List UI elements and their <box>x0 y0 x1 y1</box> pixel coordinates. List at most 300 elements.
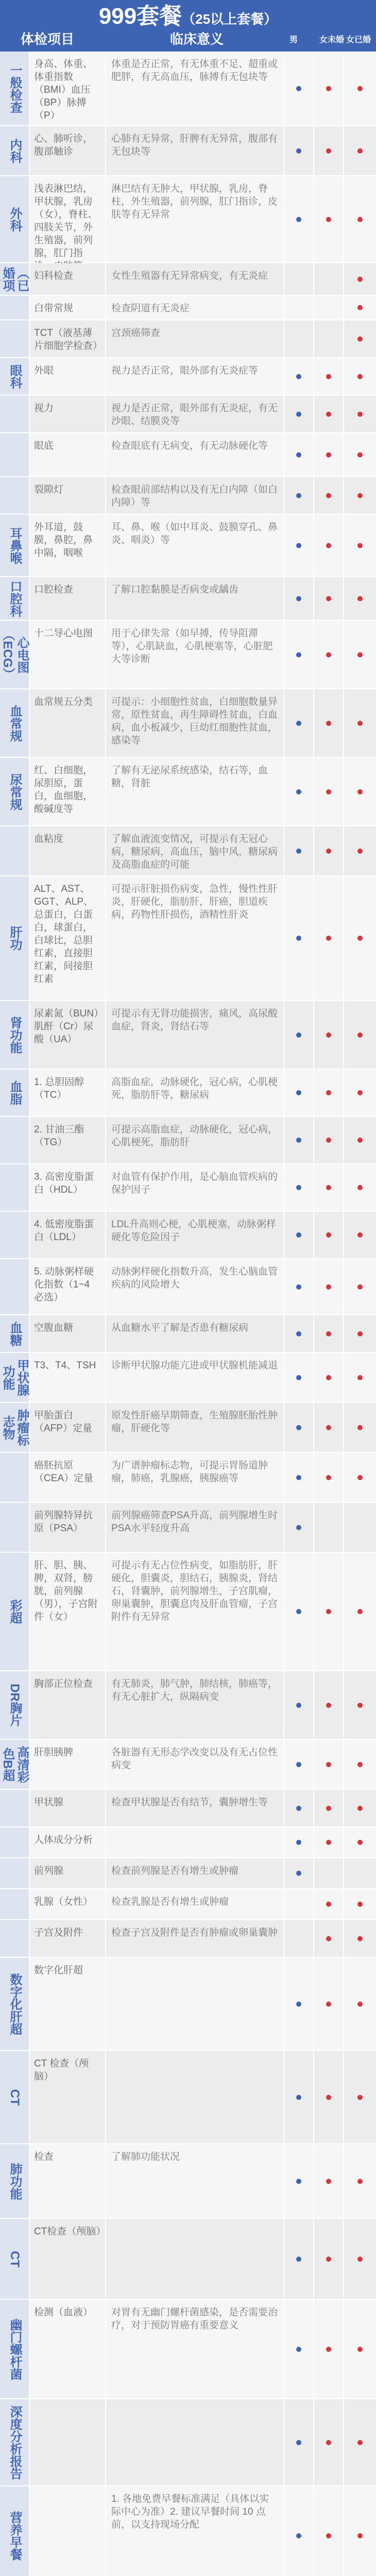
blue-dot-icon <box>296 2095 301 2100</box>
empty-dot-icon <box>296 1902 301 1907</box>
table-row <box>0 1503 376 1553</box>
applicability-cell-m <box>284 2219 314 2299</box>
applicability-cell-fm <box>344 1117 376 1163</box>
item-cell: 裂隙灯 <box>30 477 106 514</box>
item-cell: CT检查（颅脑） <box>30 2219 106 2299</box>
applicability-cell-m <box>284 1858 314 1888</box>
red-dot-icon <box>326 86 331 91</box>
blue-dot-icon <box>296 1806 301 1811</box>
table-row <box>0 2486 376 2576</box>
red-dot-icon <box>326 2533 331 2538</box>
item-cell: T3、T4、TSH <box>30 1353 106 1402</box>
applicability-cell-fm <box>344 126 376 175</box>
applicability-cell-fm <box>344 358 376 395</box>
item-cell: 乳腺（女性） <box>30 1889 106 1919</box>
item-cell: 红、白细胞，尿胆原，蛋白，血细胞，酸碱度等 <box>30 758 106 825</box>
red-dot-icon <box>357 1806 363 1811</box>
red-dot-icon <box>326 1090 331 1095</box>
applicability-cell-fm <box>344 2051 376 2143</box>
table-row <box>0 2219 376 2300</box>
blue-dot-icon <box>296 493 301 498</box>
red-dot-icon <box>357 1138 363 1143</box>
applicability-cell-fu <box>314 2486 344 2576</box>
table-row <box>0 2399 376 2486</box>
applicability-cell-fu <box>314 1353 344 1402</box>
meaning-cell: 女性生殖器有无异常病变，有无炎症 <box>106 263 284 295</box>
meaning-cell <box>106 1958 284 2050</box>
applicability-cell-m <box>284 296 314 319</box>
applicability-cell-m <box>284 689 314 757</box>
applicability-cell-m <box>284 433 314 476</box>
red-dot-icon <box>357 1090 363 1095</box>
meaning-cell: 视力是否正常，眼外部有无炎症等 <box>106 358 284 395</box>
applicability-cell-fm <box>344 1212 376 1258</box>
applicability-cell-m <box>284 1453 314 1502</box>
blue-dot-icon <box>296 1525 301 1530</box>
item-cell: 癌胚抗原（CEA）定量 <box>30 1453 106 1502</box>
meaning-cell: 可提示有无肾功能损害，痛风，高尿酸血症，肾炎，肾结石等 <box>106 1001 284 1069</box>
blue-dot-icon <box>296 2179 301 2184</box>
blue-dot-icon <box>296 1475 301 1480</box>
red-dot-icon <box>326 1609 331 1614</box>
red-dot-icon <box>357 2095 363 2100</box>
item-cell: ALT、AST、GGT、ALP、总蛋白，白蛋白，球蛋白，白球比，总胆红素，直接胆红素，间接胆红素 <box>30 876 106 1000</box>
empty-dot-icon <box>296 336 301 342</box>
applicability-cell-fm <box>344 2144 376 2218</box>
package-subtitle: （25以上套餐） <box>182 11 278 27</box>
category-cell <box>0 1920 30 1957</box>
category-cell: 一般检查 <box>0 52 30 125</box>
red-dot-icon <box>326 789 331 794</box>
applicability-cell-fm <box>344 1315 376 1352</box>
red-dot-icon <box>357 1902 363 1907</box>
applicability-cell-fu <box>314 758 344 825</box>
blue-dot-icon <box>296 2533 301 2538</box>
blue-dot-icon <box>296 1284 301 1290</box>
red-dot-icon <box>357 1284 363 1290</box>
blue-dot-icon <box>296 849 301 854</box>
red-dot-icon <box>326 1840 331 1845</box>
blue-dot-icon <box>296 1609 301 1614</box>
blue-dot-icon <box>296 543 301 548</box>
red-dot-icon <box>357 2440 363 2445</box>
empty-dot-icon <box>296 1936 301 1941</box>
category-cell <box>0 296 30 319</box>
red-dot-icon <box>357 849 363 854</box>
applicability-cell-m <box>284 2144 314 2218</box>
red-dot-icon <box>357 1703 363 1708</box>
applicability-cell-fu <box>314 689 344 757</box>
meaning-cell: 检查前列腺是否有增生或肿瘤 <box>106 1858 284 1888</box>
applicability-cell-fm <box>344 1858 376 1888</box>
category-cell <box>0 1453 30 1502</box>
red-dot-icon <box>326 721 331 726</box>
applicability-cell-fm <box>344 876 376 1000</box>
applicability-cell-m <box>284 176 314 262</box>
applicability-cell-m <box>284 1164 314 1211</box>
col-item-header: 体检项目 <box>21 31 75 47</box>
applicability-cell-fu <box>314 1453 344 1502</box>
meaning-cell: 用于心律失常（如早搏，传导阻滞等），心肌缺血，心肌梗塞等，心脏肥大等诊断 <box>106 621 284 688</box>
meaning-cell: 为广谱肿瘤标志物，可提示胃肠道肿瘤，肺癌，乳腺癌，胰腺癌等 <box>106 1453 284 1502</box>
item-cell: 2. 甘油三酯（TG） <box>30 1117 106 1163</box>
red-dot-icon <box>326 148 331 154</box>
empty-dot-icon <box>296 305 301 310</box>
table-row <box>0 621 376 689</box>
red-dot-icon <box>326 2002 331 2007</box>
table-row <box>0 689 376 758</box>
applicability-cell-fu <box>314 176 344 262</box>
applicability-cell-fm <box>344 1958 376 2050</box>
applicability-cell-m <box>284 1790 314 1826</box>
applicability-cell-fm <box>344 689 376 757</box>
applicability-cell-fm <box>344 2399 376 2485</box>
table-row <box>0 1212 376 1259</box>
item-cell: 检查 <box>30 2144 106 2218</box>
applicability-cell-fu <box>314 2300 344 2398</box>
category-cell <box>0 477 30 514</box>
applicability-cell-fm <box>344 176 376 262</box>
item-cell: 心、肺听诊，腹部触诊 <box>30 126 106 175</box>
applicability-cell-m <box>284 515 314 576</box>
meaning-cell: 1. 各地免费早餐标准满足（具体以实际中心为准）2. 建议早餐时间 10 点前，以支持现场分配 <box>106 2486 284 2576</box>
applicability-cell-m <box>284 320 314 357</box>
category-cell <box>0 433 30 476</box>
applicability-cell-m <box>284 477 314 514</box>
category-cell: 内科 <box>0 126 30 175</box>
meaning-cell: 检查子宫及附件是否有肿瘤或卵巢囊肿 <box>106 1920 284 1957</box>
red-dot-icon <box>357 2347 363 2352</box>
applicability-cell-fm <box>344 263 376 295</box>
applicability-cell-fm <box>344 2300 376 2398</box>
applicability-cell-m <box>284 1212 314 1258</box>
meaning-cell: 宫颈癌筛查 <box>106 320 284 357</box>
applicability-cell-fm <box>344 1920 376 1957</box>
empty-dot-icon <box>326 277 331 282</box>
table-row <box>0 296 376 320</box>
blue-dot-icon <box>296 1703 301 1708</box>
category-cell: 数字化肝超 <box>0 1958 30 2050</box>
meaning-cell: 可提示高脂血症，动脉硬化，冠心病，心肌梗死，脂肪肝 <box>106 1117 284 1163</box>
applicability-cell-fu <box>314 1117 344 1163</box>
table-row <box>0 1671 376 1740</box>
table-row <box>0 263 376 296</box>
applicability-cell-m <box>284 1353 314 1402</box>
item-cell: 视力 <box>30 396 106 432</box>
item-cell: 尿素氮（BUN）肌酐（Cr）尿酸（UA） <box>30 1001 106 1069</box>
red-dot-icon <box>357 1936 363 1941</box>
table-row <box>0 1790 376 1827</box>
applicability-cell-fm <box>344 433 376 476</box>
red-dot-icon <box>326 2095 331 2100</box>
applicability-cell-fu <box>314 2051 344 2143</box>
red-dot-icon <box>357 148 363 154</box>
meaning-cell: 可提示：小细胞性贫血，白细胞数量异常，原性贫血，再生障碍性贫血，白血病，血小板减少，巨幼红细胞性贫血，感染等 <box>106 689 284 757</box>
red-dot-icon <box>326 543 331 548</box>
applicability-cell-fm <box>344 1353 376 1402</box>
blue-dot-icon <box>296 789 301 794</box>
applicability-cell-m <box>284 126 314 175</box>
table-row <box>0 1353 376 1403</box>
red-dot-icon <box>326 412 331 417</box>
applicability-cell-fm <box>344 1503 376 1552</box>
red-dot-icon <box>357 1840 363 1845</box>
applicability-cell-fm <box>344 477 376 514</box>
red-dot-icon <box>326 1185 331 1190</box>
item-cell: 身高、体重、体重指数（BMI）血压（BP）脉搏（P） <box>30 52 106 125</box>
meaning-cell: 检查阴道有无炎症 <box>106 296 284 319</box>
col-female-unmarried-header: 女未婚 <box>319 36 345 44</box>
meaning-cell: 检查甲状腺是否有结节，囊肿增生等 <box>106 1790 284 1826</box>
category-cell: 血常规 <box>0 689 30 757</box>
red-dot-icon <box>326 652 331 657</box>
applicability-cell-m <box>284 577 314 620</box>
item-cell: 外眼 <box>30 358 106 395</box>
category-cell <box>0 1827 30 1857</box>
applicability-cell-m <box>284 876 314 1000</box>
red-dot-icon <box>326 2440 331 2445</box>
applicability-cell-m <box>284 2399 314 2485</box>
package-title <box>0 0 376 32</box>
applicability-cell-m <box>284 1503 314 1552</box>
red-dot-icon <box>326 1762 331 1767</box>
empty-dot-icon <box>326 1871 331 1876</box>
meaning-cell: 淋巴结有无肿大，甲状腺，乳房，脊柱，外生殖器，前列腺，肛门指诊，皮肤等有无异常 <box>106 176 284 262</box>
red-dot-icon <box>357 374 363 379</box>
applicability-cell-m <box>284 1070 314 1116</box>
red-dot-icon <box>357 452 363 457</box>
applicability-cell-fu <box>314 296 344 319</box>
category-cell: 尿常规 <box>0 758 30 825</box>
applicability-cell-fm <box>344 1553 376 1670</box>
red-dot-icon <box>326 1703 331 1708</box>
red-dot-icon <box>326 1902 331 1907</box>
table-row <box>0 1858 376 1889</box>
table-row <box>0 758 376 826</box>
applicability-cell-fu <box>314 1553 344 1670</box>
applicability-cell-m <box>284 1117 314 1163</box>
red-dot-icon <box>326 1475 331 1480</box>
applicability-cell-m <box>284 1553 314 1670</box>
blue-dot-icon <box>296 148 301 154</box>
applicability-cell-fu <box>314 1259 344 1314</box>
table-row <box>0 876 376 1001</box>
applicability-cell-m <box>284 52 314 125</box>
table-row <box>0 1827 376 1858</box>
package-title-text: 999套餐 <box>98 4 182 29</box>
table-row <box>0 1958 376 2051</box>
red-dot-icon <box>357 2002 363 2007</box>
applicability-cell-fu <box>314 2144 344 2218</box>
applicability-cell-fu <box>314 52 344 125</box>
blue-dot-icon <box>296 1840 301 1845</box>
meaning-cell: 了解血液流变情况，可提示有无冠心病，糖尿病，高血压，脑中风，糖尿病及高脂血症的可能 <box>106 826 284 875</box>
applicability-cell-fm <box>344 515 376 576</box>
category-cell <box>0 1889 30 1919</box>
applicability-cell-fu <box>314 1827 344 1857</box>
applicability-cell-fu <box>314 358 344 395</box>
applicability-cell-fm <box>344 2219 376 2299</box>
meaning-cell: 诊断甲状腺功能亢进或甲状腺机能减退 <box>106 1353 284 1402</box>
item-cell: TCT（液基薄片细胞学检查） <box>30 320 106 357</box>
table-row <box>0 320 376 358</box>
applicability-cell-fm <box>344 1164 376 1211</box>
red-dot-icon <box>326 452 331 457</box>
blue-dot-icon <box>296 452 301 457</box>
red-dot-icon <box>357 543 363 548</box>
applicability-cell-fu <box>314 1920 344 1957</box>
applicability-cell-m <box>284 396 314 432</box>
empty-dot-icon <box>326 336 331 342</box>
red-dot-icon <box>326 596 331 601</box>
category-cell <box>0 1503 30 1552</box>
applicability-cell-fu <box>314 396 344 432</box>
item-cell: 甲状腺 <box>30 1790 106 1826</box>
blue-dot-icon <box>296 1232 301 1238</box>
applicability-cell-m <box>284 263 314 295</box>
red-dot-icon <box>357 2179 363 2184</box>
red-dot-icon <box>357 1475 363 1480</box>
table-row <box>0 1164 376 1212</box>
item-cell: 妇科检查 <box>30 263 106 295</box>
item-cell: 前列腺特异抗原（PSA） <box>30 1503 106 1552</box>
applicability-cell-fu <box>314 433 344 476</box>
package-table <box>0 52 376 2576</box>
applicability-cell-fu <box>314 1958 344 2050</box>
blue-dot-icon <box>296 374 301 379</box>
category-cell <box>0 396 30 432</box>
item-cell: 外耳道，鼓膜，鼻腔，鼻中隔，咽喉 <box>30 515 106 576</box>
blue-dot-icon <box>296 1032 301 1038</box>
applicability-cell-fu <box>314 2399 344 2485</box>
meaning-cell: 心肺有无异常，肝脾有无异常，腹部有无包块等 <box>106 126 284 175</box>
table-row <box>0 396 376 433</box>
category-cell: 眼科 <box>0 358 30 395</box>
col-male-header: 男 <box>289 36 298 44</box>
blue-dot-icon <box>296 596 301 601</box>
applicability-cell-fm <box>344 52 376 125</box>
meaning-cell: 高脂血症，动脉硬化，冠心病，心肌梗死，脂肪肝等，糖尿病 <box>106 1070 284 1116</box>
applicability-cell-fu <box>314 515 344 576</box>
category-cell <box>0 1858 30 1888</box>
red-dot-icon <box>326 217 331 222</box>
applicability-cell-m <box>284 1889 314 1919</box>
red-dot-icon <box>357 1185 363 1190</box>
red-dot-icon <box>357 936 363 941</box>
blue-dot-icon <box>296 86 301 91</box>
applicability-cell-fm <box>344 1453 376 1502</box>
applicability-cell-fm <box>344 1740 376 1789</box>
item-cell: 血粘度 <box>30 826 106 875</box>
table-row <box>0 1740 376 1790</box>
category-cell: 血糖 <box>0 1315 30 1352</box>
blue-dot-icon <box>296 1138 301 1143</box>
applicability-cell-fm <box>344 826 376 875</box>
meaning-cell: 体重是否正常，有无体重不足、超重或肥胖，有无高血压，脉搏有无包块等 <box>106 52 284 125</box>
category-cell: 肿瘤标志物 <box>0 1403 30 1452</box>
blue-dot-icon <box>296 2002 301 2007</box>
col-meaning-header: 临床意义 <box>170 31 224 47</box>
meaning-cell <box>106 2219 284 2299</box>
red-dot-icon <box>357 1375 363 1380</box>
red-dot-icon <box>326 1936 331 1941</box>
col-female-married-header: 女已婚 <box>346 36 371 44</box>
applicability-cell-fm <box>344 1827 376 1857</box>
applicability-cell-m <box>284 2486 314 2576</box>
applicability-cell-fu <box>314 1164 344 1211</box>
table-row <box>0 1117 376 1164</box>
applicability-cell-fu <box>314 577 344 620</box>
red-dot-icon <box>326 936 331 941</box>
meaning-cell: 对血管有保护作用，是心脑血管疾病的保护因子 <box>106 1164 284 1211</box>
category-cell: DR胸片 <box>0 1671 30 1739</box>
applicability-cell-fu <box>314 1212 344 1258</box>
category-cell: 口腔科 <box>0 577 30 620</box>
red-dot-icon <box>357 2533 363 2538</box>
blue-dot-icon <box>296 1762 301 1767</box>
category-cell: CT <box>0 2051 30 2143</box>
table-row <box>0 1315 376 1353</box>
applicability-cell-fm <box>344 621 376 688</box>
category-cell: CT <box>0 2219 30 2299</box>
red-dot-icon <box>326 1232 331 1238</box>
red-dot-icon <box>357 217 363 222</box>
table-row <box>0 1889 376 1920</box>
category-cell: （已婚项 <box>0 263 30 295</box>
red-dot-icon <box>326 1284 331 1290</box>
applicability-cell-m <box>284 2300 314 2398</box>
applicability-cell-fu <box>314 826 344 875</box>
table-row <box>0 2051 376 2144</box>
red-dot-icon <box>326 1375 331 1380</box>
applicability-cell-fm <box>344 1070 376 1116</box>
red-dot-icon <box>326 2257 331 2262</box>
meaning-cell: 对胃有无幽门螺杆菌感染，是否需要治疗，对于预防胃癌有重要意义 <box>106 2300 284 2398</box>
applicability-cell-fu <box>314 1889 344 1919</box>
category-cell: 彩超 <box>0 1553 30 1670</box>
category-cell: 外科 <box>0 176 30 262</box>
item-cell: 4. 低密度脂蛋白（LDL） <box>30 1212 106 1258</box>
item-cell <box>30 2486 106 2576</box>
applicability-cell-m <box>284 358 314 395</box>
table-row <box>0 2144 376 2219</box>
applicability-cell-fm <box>344 296 376 319</box>
applicability-cell-fm <box>344 2486 376 2576</box>
category-cell <box>0 1259 30 1314</box>
meaning-cell: 耳、鼻、喉（如中耳炎、鼓膜穿孔、鼻炎、咽炎）等 <box>106 515 284 576</box>
applicability-cell-fm <box>344 1790 376 1826</box>
red-dot-icon <box>326 1806 331 1811</box>
meaning-cell <box>106 2399 284 2485</box>
blue-dot-icon <box>296 1331 301 1336</box>
item-cell: 检测（血液） <box>30 2300 106 2398</box>
applicability-cell-fu <box>314 1503 344 1552</box>
package-header <box>0 0 376 52</box>
red-dot-icon <box>357 1032 363 1038</box>
red-dot-icon <box>326 849 331 854</box>
applicability-cell-fu <box>314 263 344 295</box>
table-row <box>0 826 376 876</box>
category-cell: 高清彩色B超 <box>0 1740 30 1789</box>
applicability-cell-m <box>284 1315 314 1352</box>
category-cell: 肾功能 <box>0 1001 30 1069</box>
empty-dot-icon <box>326 305 331 310</box>
category-cell: 耳鼻喉 <box>0 515 30 576</box>
item-cell: 肝胆胰脾 <box>30 1740 106 1789</box>
applicability-cell-fu <box>314 1790 344 1826</box>
red-dot-icon <box>357 652 363 657</box>
category-cell: 甲状腺功能 <box>0 1353 30 1402</box>
